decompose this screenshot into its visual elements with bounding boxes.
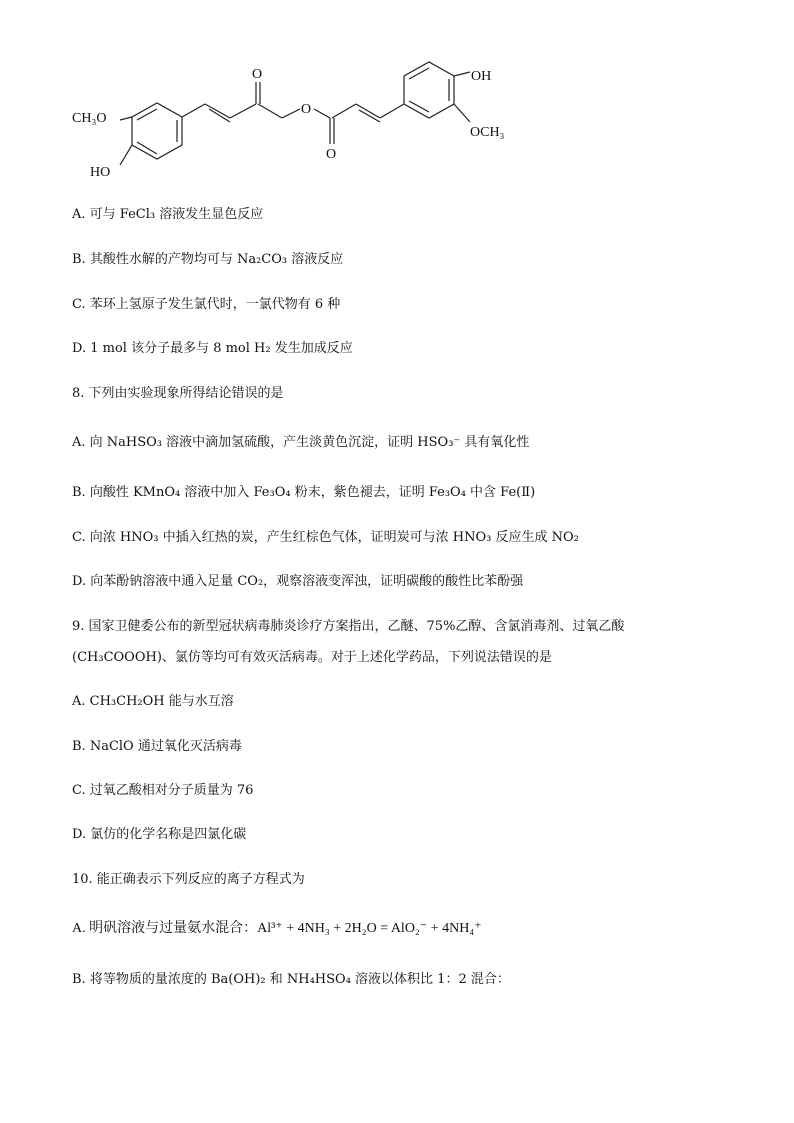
q9-option-a: A. CH₃CH₂OH 能与水互溶 <box>72 694 234 709</box>
left-hydroxy-label: HO <box>90 165 111 180</box>
q10-option-a: A. 明矾溶液与过量氨水混合：Al³⁺ + 4NH₃ + 2H₂O = AlO₂⁻ + 4NH₄⁺ <box>72 921 482 936</box>
right-hydroxy-label: OH <box>471 69 492 84</box>
q8-option-c: C. 向浓 HNO₃ 中插入红热的炭，产生红棕色气体，证明炭可与浓 HNO₃ 反应生成 NO₂ <box>72 530 579 545</box>
left-methoxy-label: CH₃O <box>72 111 107 126</box>
right-benzene-ring <box>404 62 454 118</box>
q7-option-b: B. 其酸性水解的产物均可与 Na₂CO₃ 溶液反应 <box>72 252 344 267</box>
right-methoxy-label: OCH₃ <box>470 125 505 140</box>
molecule-structure <box>60 60 530 190</box>
q10-option-b: B. 将等物质的量浓度的 Ba(OH)₂ 和 NH₄HSO₄ 溶液以体积比 1：2 混合： <box>72 972 510 987</box>
q9-option-c: C. 过氧乙酸相对分子质量为 76 <box>72 783 254 798</box>
q10-stem: 10. 能正确表示下列反应的离子方程式为 <box>72 872 305 887</box>
q9-stem-line2: (CH₃COOOH)、氯仿等均可有效灭活病毒。对于上述化学药品，下列说法错误的是 <box>72 650 552 665</box>
q8-option-a: A. 向 NaHSO₃ 溶液中滴加氢硫酸，产生淡黄色沉淀，证明 HSO₃⁻ 具有氧化性 <box>72 435 530 450</box>
ester-carbonyl-oxygen-label: O <box>326 147 337 162</box>
left-benzene-ring <box>132 103 182 159</box>
q8-stem: 8. 下列由实验现象所得结论错误的是 <box>72 386 284 401</box>
q9-stem-line1: 9. 国家卫健委公布的新型冠状病毒肺炎诊疗方案指出，乙醚、75%乙醇、含氯消毒剂、过氧乙酸 <box>72 619 625 634</box>
q7-option-d: D. 1 mol 该分子最多与 8 mol H₂ 发生加成反应 <box>72 341 353 356</box>
q7-option-c: C. 苯环上氢原子发生氯代时，一氯代物有 6 种 <box>72 297 341 312</box>
q9-option-d: D. 氯仿的化学名称是四氯化碳 <box>72 827 247 842</box>
q8-option-d: D. 向苯酚钠溶液中通入足量 CO₂，观察溶液变浑浊，证明碳酸的酸性比苯酚强 <box>72 574 524 589</box>
q7-option-a: A. 可与 FeCl₃ 溶液发生显色反应 <box>72 207 264 222</box>
ester-oxygen-label: O <box>301 102 312 117</box>
q8-option-b: B. 向酸性 KMnO₄ 溶液中加入 Fe₃O₄ 粉末，紫色褪去，证明 Fe₃O₄ 中含 Fe(Ⅱ) <box>72 485 536 500</box>
ketone-oxygen-label: O <box>252 67 263 82</box>
q9-option-b: B. NaClO 通过氧化灭活病毒 <box>72 739 242 754</box>
